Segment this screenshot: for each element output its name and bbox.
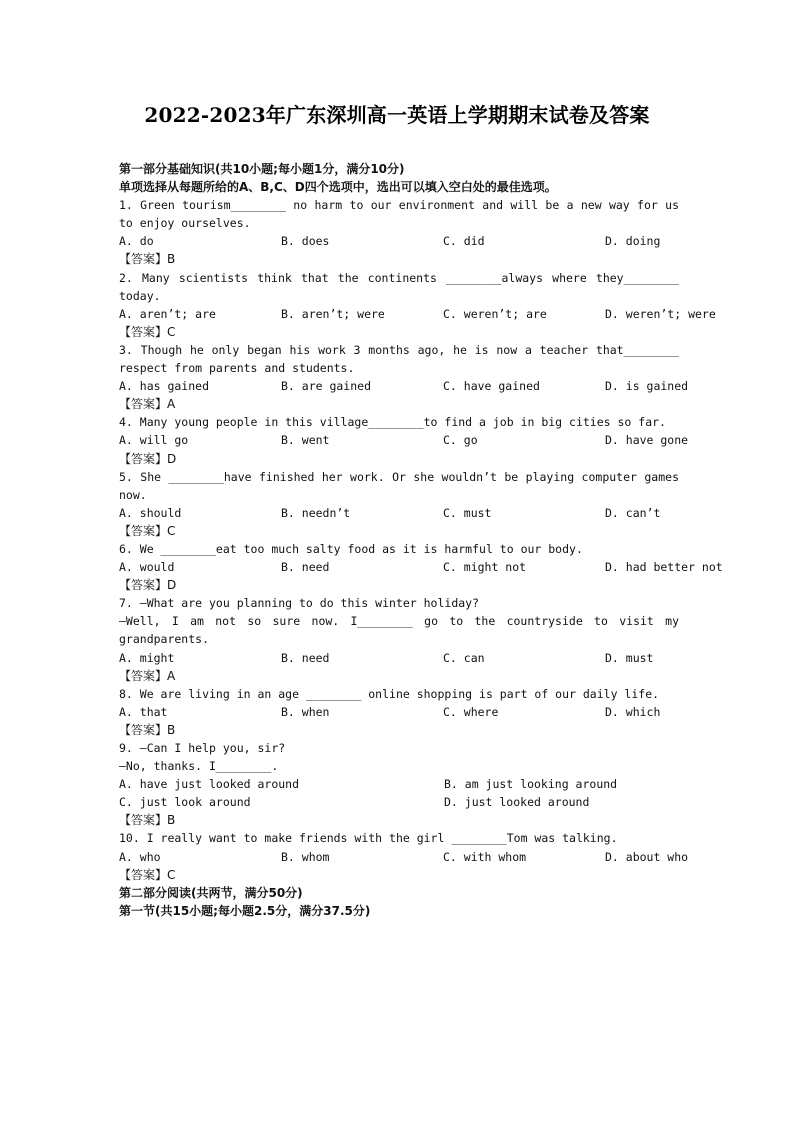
- section2-subheading: 第一节(共15小题;每小题2.5分，满分37.5分): [119, 903, 371, 918]
- answer-label: 【答案】C: [119, 324, 176, 339]
- option-c: C. have gained: [443, 379, 540, 394]
- option-b: B. need: [281, 650, 330, 665]
- answer-label: 【答案】C: [119, 523, 176, 538]
- question-stem: 8. We are living in an age ________ online shopping is part of our daily life.: [119, 686, 660, 701]
- option-a: A. do: [119, 234, 154, 249]
- option-b: B. went: [281, 433, 330, 448]
- question-list: [119, 196, 723, 884]
- question-stem: 7. —What are you planning to do this winter holiday?: [119, 596, 480, 611]
- answer-label: 【答案】B: [119, 722, 176, 737]
- question-stem: —No, thanks. I________.: [119, 759, 279, 774]
- option-row: [119, 703, 679, 721]
- question-stem: —Well, I am not so sure now. I________ go to the countryside to visit my grandparents.: [119, 614, 679, 647]
- question-stem: 4. Many young people in this village________to find a job in big cities so far.: [119, 415, 666, 430]
- option-d: D. just looked around: [444, 795, 590, 810]
- option-a: A. has gained: [119, 379, 210, 394]
- option-d: D. which: [605, 704, 661, 719]
- option-row: [119, 649, 679, 667]
- answer-label: 【答案】C: [119, 867, 176, 882]
- option-a: A. will go: [119, 433, 189, 448]
- option-row: [119, 232, 679, 250]
- option-c: C. weren’t; are: [443, 306, 547, 321]
- option-b: B. when: [281, 704, 330, 719]
- section1-instruction: 单项选择从每题所给的A、B,C、D四个选项中，选出可以填入空白处的最佳选项。: [119, 180, 557, 195]
- document-title: 2022-2023年广东深圳高一英语上学期期末试卷及答案: [144, 103, 650, 127]
- option-c: C. did: [443, 234, 485, 249]
- section1-heading: 第一部分基础知识(共10小题;每小题1分，满分10分): [119, 162, 405, 176]
- option-d: D. weren’t; were: [605, 306, 716, 321]
- question-stem: 6. We ________eat too much salty food as it is harmful to our body.: [119, 541, 583, 556]
- option-d: D. doing: [605, 234, 661, 249]
- option-c: C. just look around: [119, 795, 251, 810]
- option-row: [119, 775, 679, 811]
- question-stem: 2. Many scientists think that the continents ________always where they________ today.: [119, 270, 679, 303]
- option-b: B. whom: [281, 849, 330, 864]
- option-a: A. who: [119, 849, 161, 864]
- option-row: [119, 305, 716, 323]
- answer-label: 【答案】A: [119, 397, 176, 412]
- answer-label: 【答案】D: [119, 578, 177, 593]
- answer-label: 【答案】B: [119, 813, 176, 828]
- option-c: C. go: [443, 433, 478, 448]
- option-a: A. aren’t; are: [119, 306, 216, 321]
- option-row: [119, 504, 679, 522]
- option-a: A. might: [119, 650, 175, 665]
- option-c: C. must: [443, 505, 492, 520]
- question-item: [119, 829, 689, 883]
- option-d: D. must: [605, 650, 654, 665]
- option-c: C. might not: [443, 560, 527, 575]
- document-body: [119, 160, 723, 920]
- question-stem: 5. She ________have finished her work. Or she wouldn’t be playing computer games now.: [119, 469, 679, 502]
- option-b: B. am just looking around: [444, 777, 618, 792]
- section2-heading: 第二部分阅读(共两节，满分50分): [119, 885, 303, 900]
- question-item: [119, 269, 716, 341]
- answer-label: 【答案】B: [119, 252, 176, 267]
- option-c: C. where: [443, 704, 499, 719]
- option-d: D. can’t: [605, 505, 661, 520]
- option-row: [119, 848, 689, 866]
- option-d: D. have gone: [605, 433, 689, 448]
- option-b: B. needn’t: [281, 505, 351, 520]
- option-d: D. had better not: [605, 560, 723, 575]
- question-item: [119, 341, 689, 413]
- option-a: A. that: [119, 704, 168, 719]
- option-b: B. need: [281, 560, 330, 575]
- option-c: C. can: [443, 650, 485, 665]
- question-item: [119, 540, 723, 594]
- option-b: B. does: [281, 234, 330, 249]
- option-c: C. with whom: [443, 849, 527, 864]
- option-row: [119, 431, 689, 449]
- question-item: [119, 468, 679, 540]
- answer-label: 【答案】A: [119, 668, 176, 683]
- option-d: D. is gained: [605, 379, 689, 394]
- question-item: [119, 413, 689, 467]
- option-b: B. are gained: [281, 379, 372, 394]
- question-item: [119, 196, 679, 268]
- question-stem: 1. Green tourism________ no harm to our environment and will be a new way for us to enjoy ourselves.: [119, 198, 679, 231]
- question-stem: 9. —Can I help you, sir?: [119, 741, 286, 755]
- option-a: A. have just looked around: [119, 777, 300, 792]
- question-item: [119, 685, 679, 739]
- question-item: [119, 739, 679, 829]
- answer-label: 【答案】D: [119, 451, 177, 466]
- option-d: D. about who: [605, 849, 689, 864]
- question-stem: 10. I really want to make friends with the girl ________Tom was talking.: [119, 831, 618, 846]
- question-stem: 3. Though he only began his work 3 months ago, he is now a teacher that________ respect from parents and students.: [119, 342, 679, 376]
- option-b: B. aren’t; were: [281, 306, 385, 321]
- option-a: A. would: [119, 560, 175, 575]
- option-row: [119, 377, 689, 395]
- option-row: [119, 558, 723, 576]
- option-a: A. should: [119, 505, 182, 520]
- question-item: [119, 594, 679, 684]
